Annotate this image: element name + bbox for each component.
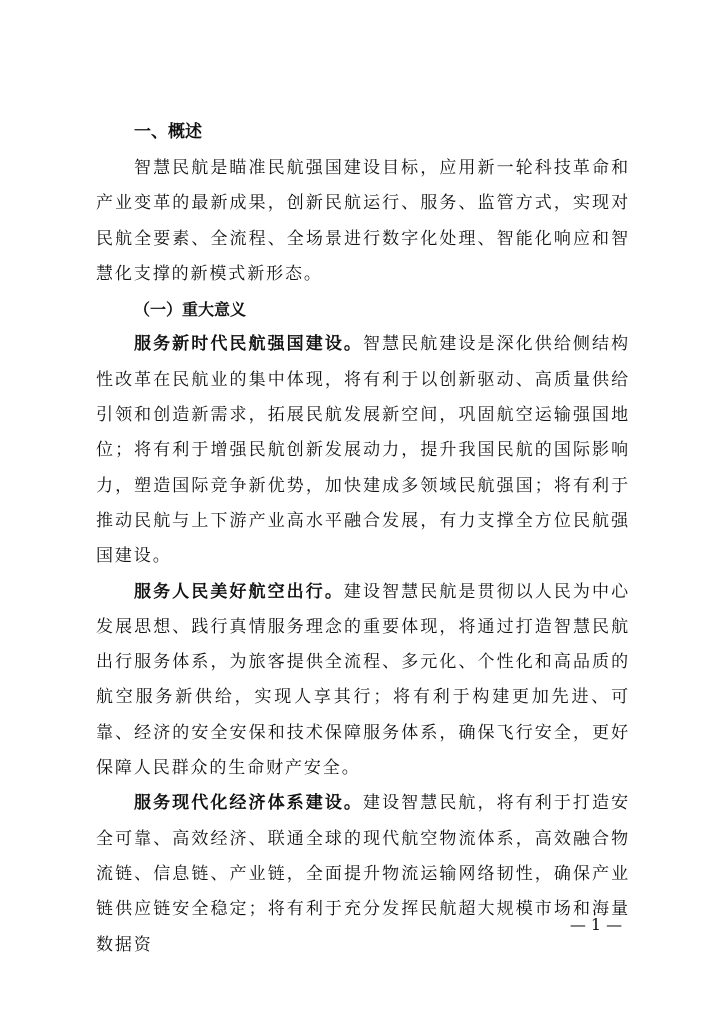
document-body — [96, 120, 630, 963]
paragraph-text: 建设智慧民航，将有利于打造安全可靠、高效经济、联通全球的现代航空物流体系，高效融合物流链、信息链、产业链，全面提升物流运输网络韧性，确保产业链供应链安全稳定；将有利于充分发挥民航超大规模市场和海量数据资 — [96, 793, 630, 955]
paragraph-economic-system — [96, 786, 630, 962]
paragraph-text: 建设智慧民航是贯彻以人民为中心发展思想、践行真情服务理念的重要体现，将通过打造智慧民航出行服务体系，为旅客提供全流程、多元化、个性化和高品质的航空服务新供给，实现人享其行；将有利于构建更加先进、可靠、经济的安全安保和技术保障服务体系，确保飞行安全，更好保障人民群众的生命财产安全。 — [96, 581, 630, 779]
paragraph-text: 智慧民航建设是深化供给侧结构性改革在民航业的集中体现，将有利于以创新驱动、高质量供给引领和创造新需求，拓展民航发展新空间，巩固航空运输强国地位；将有利于增强民航创新发展动力，提升我国民航的国际影响力，塑造国际竞争新优势，加快建成多领域民航强国；将有利于推动民航与上下游产业高水平融合发展，有力支撑全方位民航强国建设。 — [96, 334, 630, 567]
page-number: — 1 — — [569, 915, 623, 934]
paragraph-lead: 服务人民美好航空出行。 — [134, 581, 344, 602]
intro-paragraph: 智慧民航是瞄准民航强国建设目标，应用新一轮科技革命和产业变革的最新成果，创新民航运行、服务、监管方式，实现对民航全要素、全流程、全场景进行数字化处理、智能化响应和智慧化支撑的新模式新形态。 — [96, 158, 630, 284]
subsection-title: （一）重大意义 — [134, 300, 247, 320]
paragraph-lead: 服务现代化经济体系建设。 — [134, 793, 363, 814]
paragraph-lead: 服务新时代民航强国建设。 — [134, 334, 363, 355]
section-title: 一、概述 — [134, 122, 202, 142]
paragraph-air-travel — [96, 575, 630, 787]
paragraph-civil-aviation-power — [96, 327, 630, 574]
